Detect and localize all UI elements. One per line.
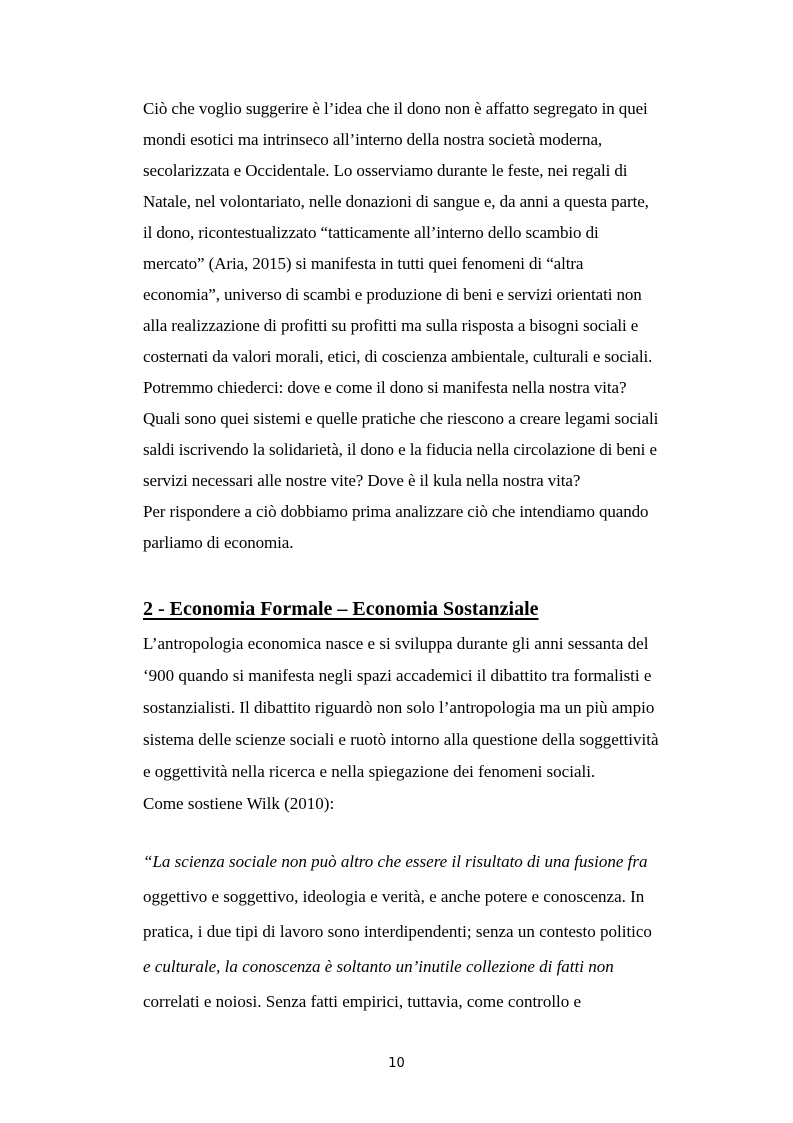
text-line: Ciò che voglio suggerire è l’idea che il dono non è affatto segregato in quei <box>143 99 648 118</box>
text-line: costernati da valori morali, etici, di coscienza ambientale, culturali e sociali. <box>143 347 653 366</box>
section-heading: 2 - Economia Formale – Economia Sostanziale <box>143 598 539 620</box>
text-line: Come sostiene Wilk (2010): <box>143 794 335 813</box>
text-line: secolarizzata e Occidentale. Lo osserviamo durante le feste, nei regali di <box>143 161 628 180</box>
text-line: alla realizzazione di profitti su profitti ma sulla risposta a bisogni sociali e <box>143 316 639 335</box>
text-line: ‘900 quando si manifesta negli spazi accademici il dibattito tra formalisti e <box>143 666 652 685</box>
text-line: saldi iscrivendo la solidarietà, il dono e la fiducia nella circolazione di beni e <box>143 440 657 459</box>
text-line: Per rispondere a ciò dobbiamo prima analizzare ciò che intendiamo quando <box>143 502 649 521</box>
text-line: Quali sono quei sistemi e quelle pratiche che riescono a creare legami sociali <box>143 409 659 428</box>
quote-line: pratica, i due tipi di lavoro sono interdipendenti; senza un contesto politico <box>143 922 652 941</box>
quote-line: oggettivo e soggettivo, ideologia e verità, e anche potere e conoscenza. In <box>143 887 645 906</box>
quote-line: correlati e noiosi. Senza fatti empirici, tuttavia, come controllo e <box>143 992 582 1011</box>
text-line: mercato” (Aria, 2015) si manifesta in tutti quei fenomeni di “altra <box>143 254 584 273</box>
text-line: Potremmo chiederci: dove e come il dono si manifesta nella nostra vita? <box>143 378 627 397</box>
paragraph-economic-anthropology <box>143 628 728 820</box>
block-quote-wilk <box>143 844 728 1019</box>
text-line: servizi necessari alle nostre vite? Dove è il kula nella nostra vita? <box>143 471 581 490</box>
text-line: economia”, universo di scambi e produzione di beni e servizi orientati non <box>143 285 642 304</box>
text-line: e oggettività nella ricerca e nella spiegazione dei fenomeni sociali. <box>143 762 596 781</box>
text-line: sostanzialisti. Il dibattito riguardò non solo l’antropologia ma un più ampio <box>143 698 655 717</box>
page-number: 10 <box>388 1056 405 1071</box>
document-body <box>143 93 728 1019</box>
text-line: il dono, ricontestualizzato “tatticamente all’interno dello scambio di <box>143 223 599 242</box>
text-line: L’antropologia economica nasce e si sviluppa durante gli anni sessanta del <box>143 634 649 653</box>
text-line: mondi esotici ma intrinseco all’interno della nostra società moderna, <box>143 130 603 149</box>
text-line: sistema delle scienze sociali e ruotò intorno alla questione della soggettività <box>143 730 659 749</box>
text-line: parliamo di economia. <box>143 533 294 552</box>
quote-line: e culturale, la conoscenza è soltanto un’inutile collezione di fatti non <box>143 957 614 976</box>
text-line: Natale, nel volontariato, nelle donazioni di sangue e, da anni a questa parte, <box>143 192 649 211</box>
paragraph-gift-economy <box>143 93 728 558</box>
quote-line: “La scienza sociale non può altro che essere il risultato di una fusione fra <box>143 852 648 871</box>
